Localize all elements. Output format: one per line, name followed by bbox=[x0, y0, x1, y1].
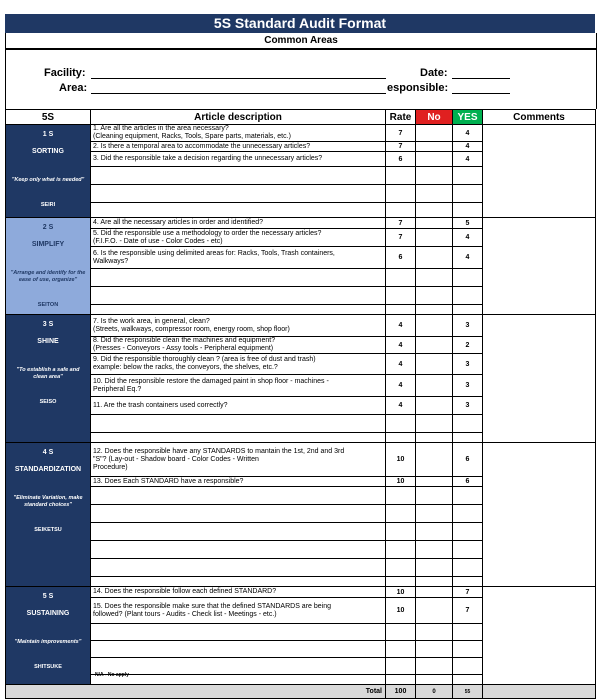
yes-cell[interactable]: 3 bbox=[453, 375, 483, 397]
yes-cell[interactable]: 4 bbox=[453, 247, 483, 269]
rate-cell[interactable]: 6 bbox=[386, 247, 416, 269]
article-description bbox=[91, 315, 386, 337]
yes-cell[interactable] bbox=[453, 541, 483, 559]
comments-cell[interactable] bbox=[483, 125, 596, 218]
no-cell[interactable] bbox=[416, 658, 453, 675]
table-row bbox=[6, 218, 596, 229]
col-no: No bbox=[416, 110, 453, 125]
yes-cell[interactable] bbox=[453, 305, 483, 315]
total-row bbox=[6, 685, 596, 699]
no-cell[interactable] bbox=[416, 624, 453, 641]
rate-cell[interactable]: 7 bbox=[386, 218, 416, 229]
article-text: 12. Does the responsible have any STANDARDS to mantain the 1st, 2nd and 3rd bbox=[93, 447, 345, 455]
rate-cell[interactable] bbox=[386, 658, 416, 675]
total-label: Total bbox=[6, 685, 386, 699]
rate-cell[interactable]: 7 bbox=[386, 229, 416, 247]
section-name: SIMPLIFY bbox=[31, 241, 65, 248]
article-text3: Procedure) bbox=[93, 463, 128, 471]
section-quote: "To establish a safe and clean area" bbox=[16, 367, 80, 380]
section-quote: "Eliminate Variation, make standard choices" bbox=[13, 495, 83, 508]
no-cell[interactable] bbox=[416, 375, 453, 397]
article-description bbox=[91, 354, 386, 375]
rate-cell[interactable] bbox=[386, 577, 416, 587]
col-5s: 5S bbox=[6, 110, 91, 125]
article-text: 3. Did the responsible take a decision regarding the unnecessary articles? bbox=[93, 155, 323, 162]
section-cell-5 bbox=[6, 587, 91, 685]
no-cell[interactable] bbox=[416, 203, 453, 218]
no-cell[interactable] bbox=[416, 577, 453, 587]
section-number: 5 S bbox=[42, 593, 54, 600]
article-text: 7. Is the work area, in general, clean? bbox=[93, 317, 210, 325]
section-cell-4 bbox=[6, 443, 91, 587]
rate-cell[interactable] bbox=[386, 185, 416, 203]
yes-cell[interactable]: 4 bbox=[453, 142, 483, 152]
article-description bbox=[91, 577, 386, 587]
yes-cell[interactable] bbox=[453, 577, 483, 587]
no-cell[interactable] bbox=[416, 505, 453, 523]
section-japanese-name: SEIRI bbox=[40, 202, 56, 208]
article-text2: Walkways? bbox=[93, 257, 129, 265]
audit-table bbox=[5, 109, 596, 699]
section-number: 3 S bbox=[42, 321, 54, 328]
form-title: 5S Standard Audit Format bbox=[5, 14, 595, 33]
date-label: Date: bbox=[420, 67, 448, 79]
article-text2: (Cleaning equipment, Racks, Tools, Spare parts, materials, etc.) bbox=[93, 133, 291, 140]
yes-cell[interactable] bbox=[453, 624, 483, 641]
section-quote: "Keep only what is needed" bbox=[11, 177, 85, 183]
col-comments: Comments bbox=[483, 110, 596, 125]
rate-cell[interactable] bbox=[386, 559, 416, 577]
facility-field[interactable] bbox=[91, 78, 386, 79]
col-article-description: Article description bbox=[91, 110, 386, 125]
article-description bbox=[91, 641, 386, 658]
section-japanese-name: SHITSUKE bbox=[34, 664, 62, 670]
comments-cell[interactable] bbox=[483, 315, 596, 443]
article-text: 4. Are all the necessary articles in order and identified? bbox=[93, 219, 264, 226]
article-text2: "S"? (Lay-out - Shadow board - Color Codes - Written bbox=[93, 455, 259, 463]
no-cell[interactable] bbox=[416, 443, 453, 477]
yes-cell[interactable]: 3 bbox=[453, 397, 483, 415]
no-cell[interactable] bbox=[416, 559, 453, 577]
yes-cell[interactable] bbox=[453, 269, 483, 287]
section-number: 4 S bbox=[42, 449, 54, 456]
article-description bbox=[91, 598, 386, 624]
rate-cell[interactable] bbox=[386, 167, 416, 185]
rate-cell[interactable] bbox=[386, 487, 416, 505]
article-description bbox=[91, 337, 386, 354]
yes-cell[interactable]: 6 bbox=[453, 477, 483, 487]
article-description bbox=[91, 185, 386, 203]
section-number: 2 S bbox=[42, 224, 54, 231]
article-text: 13. Does Each STANDARD have a responsible? bbox=[93, 477, 244, 485]
article-text2: (Presses - Conveyors - Assy tools - Peripheral equipment) bbox=[93, 345, 274, 352]
no-cell[interactable] bbox=[416, 125, 453, 142]
yes-cell[interactable] bbox=[453, 559, 483, 577]
rate-cell[interactable] bbox=[386, 505, 416, 523]
yes-cell[interactable] bbox=[453, 185, 483, 203]
section-cell-2 bbox=[6, 218, 91, 315]
article-text: 2. Is there a temporal area to accommodate the unnecessary articles? bbox=[93, 142, 311, 150]
article-text2: Peripheral Eq.? bbox=[93, 385, 142, 393]
article-description bbox=[91, 152, 386, 167]
article-text: 9. Did the responsible thoroughly clean ? (area is free of dust and trash) bbox=[93, 356, 316, 363]
no-cell[interactable] bbox=[416, 541, 453, 559]
no-cell[interactable] bbox=[416, 641, 453, 658]
article-description bbox=[91, 587, 386, 598]
article-description bbox=[91, 523, 386, 541]
section-name: SUSTAINING bbox=[26, 610, 70, 617]
section-name: SHINE bbox=[37, 338, 59, 345]
no-cell[interactable] bbox=[416, 247, 453, 269]
article-description bbox=[91, 487, 386, 505]
article-description bbox=[91, 125, 386, 142]
article-text2: example: below the racks, the conveyors, the shelves, etc.? bbox=[93, 364, 278, 371]
rate-cell[interactable] bbox=[386, 675, 416, 685]
rate-cell[interactable] bbox=[386, 641, 416, 658]
article-text2: (F.I.F.O. - Date of use - Color Codes - etc) bbox=[93, 237, 223, 245]
header-fields bbox=[5, 49, 597, 109]
no-cell[interactable] bbox=[416, 415, 453, 433]
yes-cell[interactable] bbox=[453, 415, 483, 433]
yes-cell[interactable]: 3 bbox=[453, 354, 483, 375]
no-cell[interactable] bbox=[416, 287, 453, 305]
yes-cell[interactable] bbox=[453, 167, 483, 185]
rate-cell[interactable]: 4 bbox=[386, 337, 416, 354]
article-description bbox=[91, 559, 386, 577]
rate-cell[interactable]: 4 bbox=[386, 397, 416, 415]
rate-cell[interactable]: 4 bbox=[386, 354, 416, 375]
section-quote: "Maintain improvements" bbox=[14, 639, 82, 645]
rate-cell[interactable]: 7 bbox=[386, 125, 416, 142]
section-cell-3 bbox=[6, 315, 91, 443]
section-cell-1 bbox=[6, 125, 91, 218]
yes-cell[interactable] bbox=[453, 487, 483, 505]
table-row bbox=[6, 125, 596, 142]
yes-cell[interactable]: 5 bbox=[453, 218, 483, 229]
article-text2: (Streets, walkways, compressor room, energy room, shop floor) bbox=[93, 325, 290, 333]
yes-cell[interactable] bbox=[453, 675, 483, 685]
no-cell[interactable] bbox=[416, 487, 453, 505]
total-comments bbox=[483, 685, 596, 699]
col-rate: Rate bbox=[386, 110, 416, 125]
article-description bbox=[91, 397, 386, 415]
article-description bbox=[91, 305, 386, 315]
article-description bbox=[91, 229, 386, 247]
no-cell[interactable] bbox=[416, 477, 453, 487]
no-cell[interactable] bbox=[416, 305, 453, 315]
rate-cell[interactable]: 10 bbox=[386, 443, 416, 477]
section-name: STANDARDIZATION bbox=[14, 466, 82, 473]
article-text: 6. Is the responsible using delimited areas for: Racks, Tools, Trash containers, bbox=[93, 249, 335, 257]
no-cell[interactable] bbox=[416, 675, 453, 685]
yes-cell[interactable]: 6 bbox=[453, 443, 483, 477]
no-cell[interactable] bbox=[416, 218, 453, 229]
article-description bbox=[91, 658, 386, 675]
comments-cell[interactable] bbox=[483, 218, 596, 315]
article-description bbox=[91, 433, 386, 443]
article-description bbox=[91, 375, 386, 397]
total-no: 0 bbox=[416, 685, 453, 699]
yes-cell[interactable]: 2 bbox=[453, 337, 483, 354]
yes-cell[interactable] bbox=[453, 523, 483, 541]
section-japanese-name: SEISO bbox=[39, 399, 57, 405]
article-description bbox=[91, 269, 386, 287]
article-description bbox=[91, 477, 386, 487]
no-cell[interactable] bbox=[416, 354, 453, 375]
col-yes: YES bbox=[453, 110, 483, 125]
no-cell[interactable] bbox=[416, 167, 453, 185]
rate-cell[interactable]: 10 bbox=[386, 598, 416, 624]
article-description bbox=[91, 167, 386, 185]
date-field[interactable] bbox=[452, 78, 510, 79]
no-cell[interactable] bbox=[416, 523, 453, 541]
footnote: N/A - No apply bbox=[95, 672, 129, 678]
yes-cell[interactable] bbox=[453, 287, 483, 305]
no-cell[interactable] bbox=[416, 337, 453, 354]
no-cell[interactable] bbox=[416, 229, 453, 247]
yes-cell[interactable] bbox=[453, 658, 483, 675]
rate-cell[interactable] bbox=[386, 287, 416, 305]
no-cell[interactable] bbox=[416, 315, 453, 337]
yes-cell[interactable]: 4 bbox=[453, 229, 483, 247]
rate-cell[interactable]: 10 bbox=[386, 587, 416, 598]
table-header-row bbox=[6, 110, 596, 125]
area-label: Area: bbox=[59, 82, 88, 94]
article-text: 5. Did the responsible use a methodology to order the necessary articles? bbox=[93, 229, 322, 237]
rate-cell[interactable] bbox=[386, 415, 416, 433]
no-cell[interactable] bbox=[416, 587, 453, 598]
yes-cell[interactable] bbox=[453, 641, 483, 658]
no-cell[interactable] bbox=[416, 598, 453, 624]
yes-cell[interactable] bbox=[453, 505, 483, 523]
article-text: 1. Are all the articles in the area necessary? bbox=[93, 125, 229, 132]
article-text: 15. Does the responsible make sure that the defined STANDARDS are being bbox=[93, 602, 331, 610]
no-cell[interactable] bbox=[416, 433, 453, 443]
facility-label: Facility: bbox=[44, 67, 86, 79]
rate-cell[interactable] bbox=[386, 203, 416, 218]
rate-cell[interactable] bbox=[386, 433, 416, 443]
section-japanese-name: SEITON bbox=[37, 302, 59, 308]
no-cell[interactable] bbox=[416, 397, 453, 415]
article-description bbox=[91, 142, 386, 152]
section-japanese-name: SEIKETSU bbox=[34, 527, 62, 533]
responsible-label: esponsible: bbox=[387, 82, 449, 94]
section-name: SORTING bbox=[32, 148, 64, 155]
rate-cell[interactable]: 7 bbox=[386, 142, 416, 152]
area-field[interactable] bbox=[91, 93, 386, 94]
yes-cell[interactable] bbox=[453, 433, 483, 443]
no-cell[interactable] bbox=[416, 185, 453, 203]
rate-cell[interactable] bbox=[386, 269, 416, 287]
article-description bbox=[91, 415, 386, 433]
no-cell[interactable] bbox=[416, 269, 453, 287]
article-description bbox=[91, 287, 386, 305]
article-description bbox=[91, 624, 386, 641]
comments-cell[interactable] bbox=[483, 587, 596, 685]
table-row bbox=[6, 443, 596, 477]
yes-cell[interactable] bbox=[453, 203, 483, 218]
yes-cell[interactable]: 3 bbox=[453, 315, 483, 337]
rate-cell[interactable]: 10 bbox=[386, 477, 416, 487]
responsible-field[interactable] bbox=[452, 93, 510, 94]
article-text: 8. Did the responsible clean the machines and equipment? bbox=[93, 337, 276, 344]
rate-cell[interactable]: 4 bbox=[386, 375, 416, 397]
no-cell[interactable] bbox=[416, 152, 453, 167]
article-description bbox=[91, 505, 386, 523]
article-description bbox=[91, 541, 386, 559]
article-description bbox=[91, 443, 386, 477]
total-yes: 55 bbox=[453, 685, 483, 699]
form-subtitle: Common Areas bbox=[264, 35, 338, 46]
rate-cell[interactable] bbox=[386, 305, 416, 315]
comments-cell[interactable] bbox=[483, 443, 596, 587]
section-quote: "Arrange and identify for the ease of use, organize" bbox=[10, 270, 86, 283]
article-description bbox=[91, 675, 386, 685]
total-rate: 100 bbox=[386, 685, 416, 699]
section-number: 1 S bbox=[42, 131, 54, 138]
rate-cell[interactable]: 6 bbox=[386, 152, 416, 167]
rate-cell[interactable] bbox=[386, 624, 416, 641]
article-description bbox=[91, 247, 386, 269]
subtitle-row bbox=[5, 33, 597, 49]
no-cell[interactable] bbox=[416, 142, 453, 152]
yes-cell[interactable]: 7 bbox=[453, 598, 483, 624]
yes-cell[interactable]: 4 bbox=[453, 152, 483, 167]
article-description bbox=[91, 203, 386, 218]
rate-cell[interactable] bbox=[386, 541, 416, 559]
article-text2: followed? (Plant tours - Audits - Check list - Meetings - etc.) bbox=[93, 610, 277, 618]
article-text: 11. Are the trash containers used correctly? bbox=[93, 401, 228, 409]
article-description bbox=[91, 218, 386, 229]
table-row bbox=[6, 587, 596, 598]
table-row bbox=[6, 315, 596, 337]
rate-cell[interactable] bbox=[386, 523, 416, 541]
yes-cell[interactable]: 4 bbox=[453, 125, 483, 142]
rate-cell[interactable]: 4 bbox=[386, 315, 416, 337]
article-text: 14. Does the responsible follow each defined STANDARD? bbox=[93, 588, 277, 595]
yes-cell[interactable]: 7 bbox=[453, 587, 483, 598]
article-text: 10. Did the responsible restore the damaged paint in shop floor - machines - bbox=[93, 377, 329, 385]
